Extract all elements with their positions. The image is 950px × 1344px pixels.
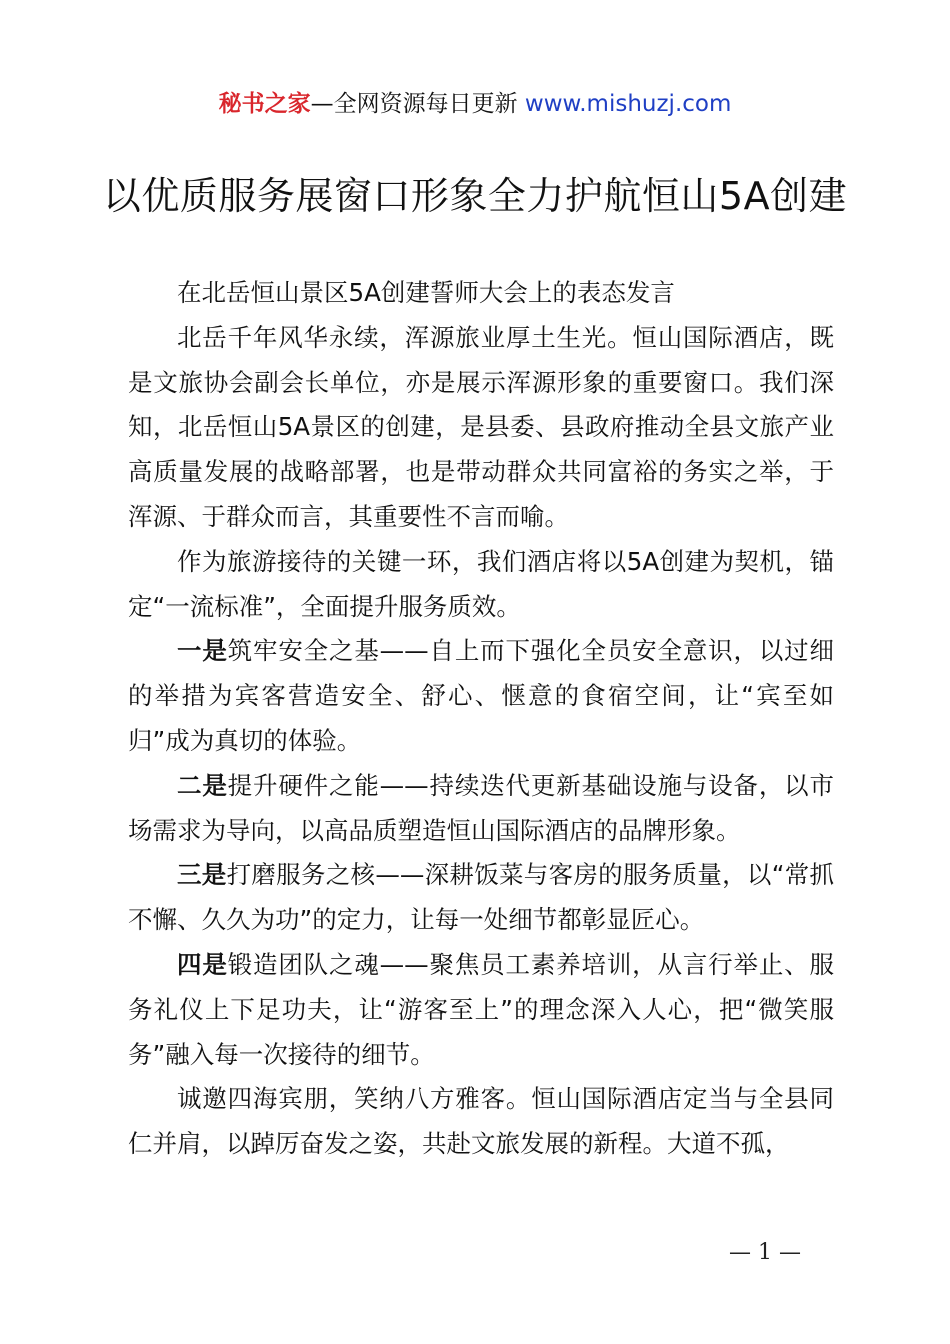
intro-paragraph: 北岳千年风华永续，浑源旅业厚土生光。恒山国际酒店，既是文旅协会副会长单位，亦是展示浑源形象的重要窗口。我们深知，北岳恒山5A景区的创建，是县委、县政府推动全县文旅产业高质量发展的战略部署，也是带动群众共同富裕的务实之举，于浑源、于群众而言，其重要性不言而喻。 [128,322,834,531]
point-lead-4: 四是 [177,949,228,979]
point-text-2: 提升硬件之能——持续迭代更新基础设施与设备，以市场需求为导向，以高品质塑造恒山国际酒店的品牌形象。 [128,770,835,845]
site-url-link[interactable]: www.mishuzj.com [524,91,732,117]
document-body [128,271,834,1167]
document-title: 以优质服务展窗口形象全力护航恒山5A创建 [102,174,848,218]
site-header [0,88,950,120]
point-paragraph-4 [128,943,834,1077]
point-text-3: 打磨服务之核——深耕饭菜与客房的服务质量，以“常抓不懈、久久为功”的定力，让每一处细节都彰显匠心。 [128,860,834,935]
header-tagline: —全网资源每日更新 [310,91,525,117]
speech-subtitle: 在北岳恒山景区5A创建誓师大会上的表态发言 [177,278,675,307]
point-text-4: 锻造团队之魂——聚焦员工素养培训，从言行举止、服务礼仪上下足功夫，让“游客至上”的理念深入人心，把“微笑服务”融入每一次接待的细节。 [128,949,835,1069]
point-lead-2: 二是 [177,770,228,800]
closing-paragraph: 诚邀四海宾朋，笑纳八方雅客。恒山国际酒店定当与全县同仁并肩，以踔厉奋发之姿，共赴文旅发展的新程。大道不孤， [128,1084,834,1159]
point-lead-3: 三是 [177,860,227,890]
point-text-1: 筑牢安全之基——自上而下强化全员安全意识，以过细的举措为宾客营造安全、舒心、惬意的食宿空间，让“宾至如归”成为真切的体验。 [128,636,835,755]
point-paragraph-1 [128,629,834,763]
point-lead-1: 一是 [177,636,228,666]
brand-name: 秘书之家 [218,91,311,117]
point-paragraph-2 [128,764,834,854]
page-number: — 1 — [729,1240,801,1265]
commitment-paragraph: 作为旅游接待的关键一环，我们酒店将以5A创建为契机，锚定“一流标准”，全面提升服务质效。 [128,546,834,621]
point-paragraph-3 [128,853,834,943]
